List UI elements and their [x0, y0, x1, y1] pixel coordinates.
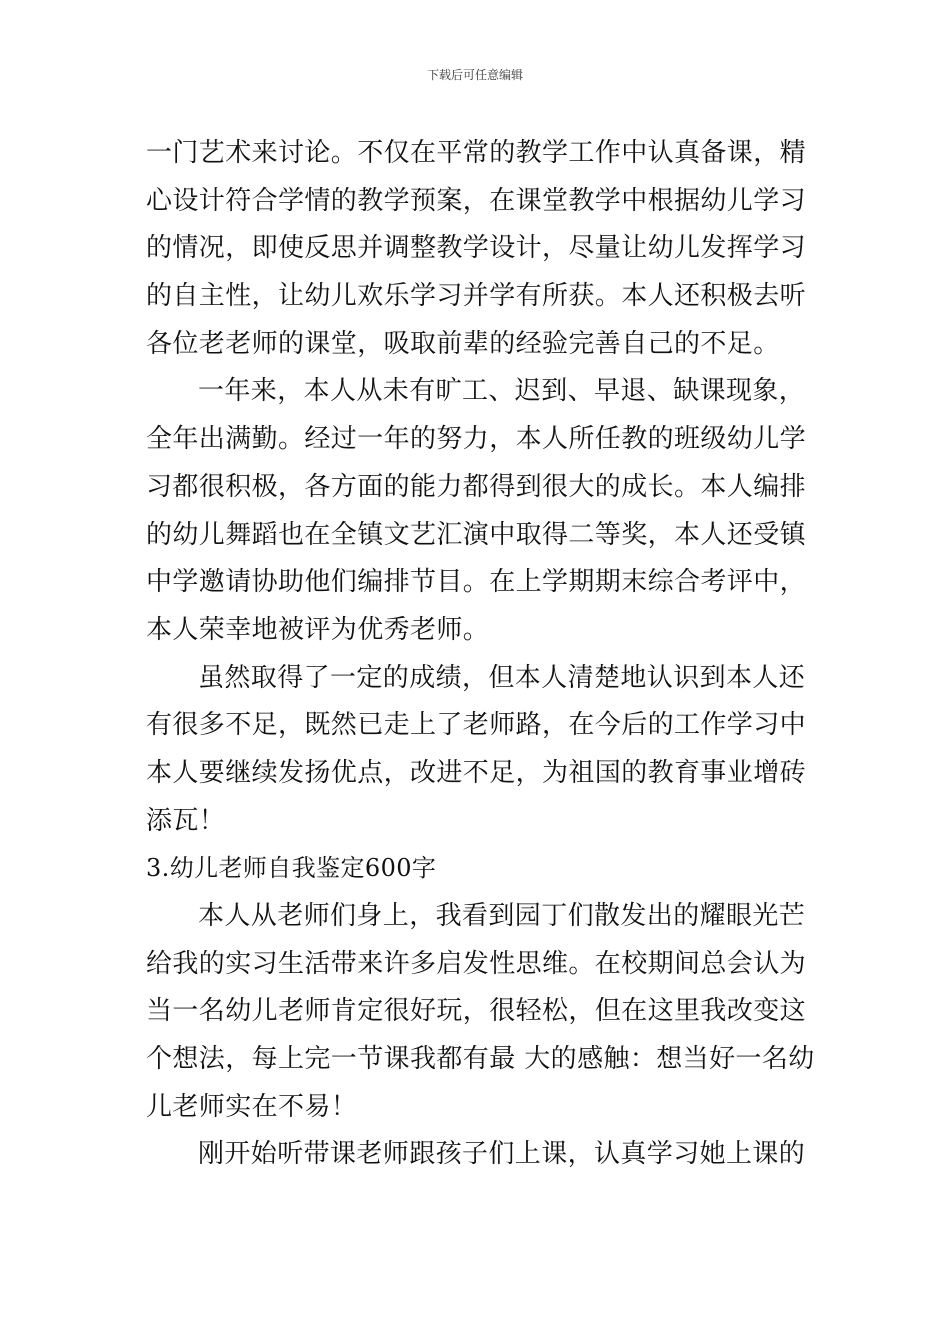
paragraph-start-line: 一年来，本人从未有旷工、迟到、早退、缺课现象， — [198, 376, 806, 407]
text-line: 各位老老师的课堂，吸取前辈的经验完善自己的不足。 — [146, 328, 780, 359]
text-line: 当一名幼儿老师肯定很好玩，很轻松，但在这里我改变这 — [146, 996, 807, 1027]
paragraph-start-line: 虽然取得了一定的成绩，但本人清楚地认识到本人还 — [198, 662, 806, 693]
text-line: 个想法，每上完一节课我都有最 大的感触：想当好一名幼 — [146, 1044, 815, 1075]
paragraph-start-line: 刚开始听带课老师跟孩子们上课，认真学习她上课的 — [198, 1139, 806, 1170]
text-line: 的情况，即使反思并调整教学设计，尽量让幼儿发挥学习 — [146, 233, 807, 264]
text-line: 给我的实习生活带来许多启发性思维。在校期间总会认为 — [146, 948, 807, 979]
page-header: 下载后可任意编辑 — [426, 68, 523, 82]
text-line: 的自主性，让幼儿欢乐学习并学有所获。本人还积极去听 — [146, 281, 807, 312]
text-line: 中学邀请协助他们编排节目。在上学期期末综合考评中， — [146, 567, 807, 598]
text-line: 儿老师实在不易！ — [146, 1091, 358, 1122]
text-line: 习都很积极，各方面的能力都得到很大的成长。本人编排 — [146, 471, 807, 502]
document-body — [146, 130, 815, 1179]
text-line: 本人要继续发扬优点，改进不足，为祖国的教育事业增砖 — [146, 757, 807, 788]
text-line: 的幼儿舞蹈也在全镇文艺汇演中取得二等奖，本人还受镇 — [146, 519, 807, 550]
text-line: 本人荣幸地被评为优秀老师。 — [146, 614, 490, 645]
text-line: 添瓦！ — [146, 805, 226, 836]
text-line: 心设计符合学情的教学预案，在课堂教学中根据幼儿学习 — [146, 185, 807, 216]
text-line: 有很多不足，既然已走上了老师路，在今后的工作学习中 — [146, 710, 807, 741]
section-heading: 3.幼儿老师自我鉴定600字 — [146, 854, 437, 883]
paragraph-start-line: 本人从老师们身上，我看到园丁们散发出的耀眼光芒 — [198, 901, 806, 931]
text-line: 一门艺术来讨论。不仅在平常的教学工作中认真备课，精 — [146, 138, 807, 168]
text-line: 全年出满勤。经过一年的努力，本人所任教的班级幼儿学 — [146, 424, 807, 455]
